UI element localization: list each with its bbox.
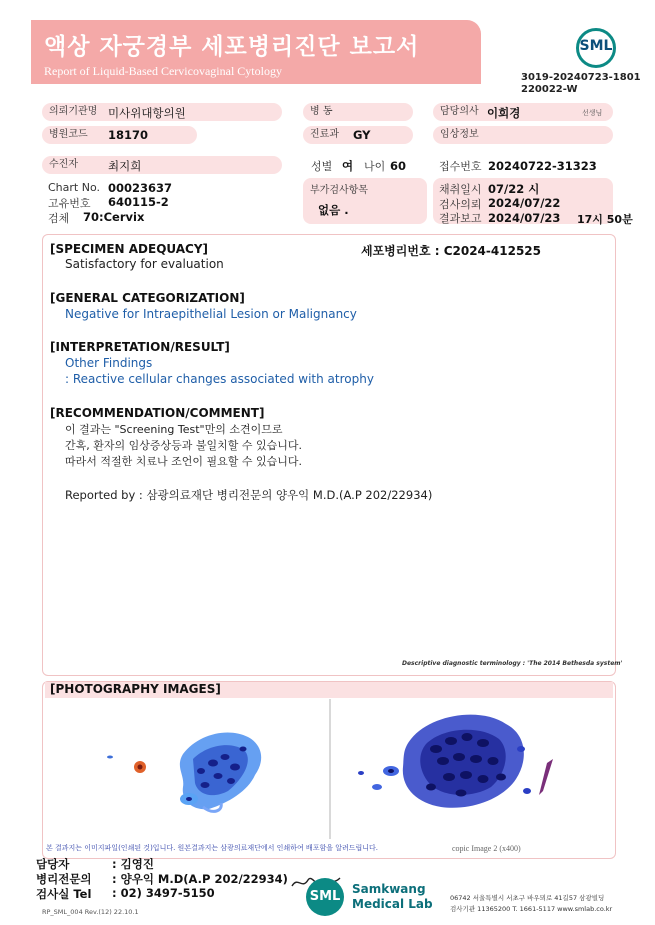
institution-value: 미사위대항의원 <box>108 106 186 120</box>
age-label: 나이 <box>364 160 386 173</box>
request-label: 검사의뢰 <box>439 198 482 211</box>
company-address-1: 06742 서울특별시 서초구 바우뫼로 41길57 삼광빌딩 <box>450 894 605 902</box>
ward-label: 병 동 <box>303 103 413 121</box>
company-name-line-2: Medical Lab <box>352 897 433 911</box>
specimen-value: 70:Cervix <box>83 210 145 224</box>
company-address-2: 검사기관 11365200 T. 1661-5117 www.smlab.co.kr <box>450 905 613 913</box>
unique-no-label: 고유번호 <box>48 197 91 210</box>
doctor-label: 담당의사 <box>433 103 613 121</box>
image-notice: 본 결과지는 이미지파일(인쇄된 것)입니다. 원본결과지는 삼광의료재단에서 인쇄하여 배포함을 알려드립니다. <box>46 844 379 852</box>
result-value: 2024/07/23 <box>488 211 561 225</box>
manager-label: 담당자 <box>36 857 70 871</box>
age-value: 60 <box>390 159 407 173</box>
specimen-adequacy-value: Satisfactory for evaluation <box>65 257 224 271</box>
sex-value: 여 <box>342 159 354 173</box>
manager-value: : 김영진 <box>112 857 154 871</box>
hospital-code-label: 병원코드 <box>42 126 197 144</box>
sml-logo-text: SML <box>579 38 613 54</box>
microscopic-image-1 <box>43 699 328 839</box>
recommendation-title: [RECOMMENDATION/COMMENT] <box>50 406 265 420</box>
form-code: RP_SML_004 Rev.(12) 22.10.1 <box>42 908 139 916</box>
interpretation-line-1: Other Findings <box>65 356 153 370</box>
interpretation-line-2: : Reactive cellular changes associated with atrophy <box>65 372 374 386</box>
recommendation-line-3: 따라서 적절한 치료나 조언이 필요할 수 있습니다. <box>65 455 302 468</box>
patient-label: 수진자 <box>42 156 282 174</box>
microscopic-image-2 <box>331 699 613 839</box>
result-label: 결과보고 <box>439 212 482 225</box>
doctor-suffix: 선생님 <box>582 109 603 117</box>
additional-test-value: 없음 . <box>318 203 349 217</box>
hospital-code-value: 18170 <box>108 128 149 142</box>
general-categorization-title: [GENERAL CATEGORIZATION] <box>50 291 245 305</box>
department-label: 진료과 <box>303 126 413 144</box>
institution-label: 의뢰기관명 <box>42 103 282 121</box>
interpretation-title: [INTERPRETATION/RESULT] <box>50 340 230 354</box>
reported-by: Reported by : 삼광의료재단 병리전문의 양우익 M.D.(A.P 202/22934) <box>65 488 433 502</box>
chart-no-label: Chart No. <box>48 181 100 194</box>
pathologist-label: 병리전문의 <box>36 872 92 886</box>
clinical-info-label: 임상정보 <box>433 126 613 144</box>
receipt-value: 20240722-31323 <box>488 159 597 173</box>
collection-value: 07/22 시 <box>488 182 540 196</box>
cytopathology-number: 세포병리번호 : C2024-412525 <box>361 244 541 258</box>
doctor-value: 이희경 <box>487 106 521 120</box>
report-code-2: 220022-W <box>521 84 578 95</box>
report-subtitle: Report of Liquid-Based Cervicovaginal Cytology <box>44 64 282 78</box>
lab-tel-value: : 02) 3497-5150 <box>112 886 215 900</box>
receipt-label: 접수번호 <box>439 160 482 173</box>
samkwang-logo-text: SML <box>309 889 341 904</box>
department-value: GY <box>353 128 371 142</box>
request-value: 2024/07/22 <box>488 196 561 210</box>
specimen-adequacy-title: [SPECIMEN ADEQUACY] <box>50 242 209 256</box>
report-title: 액상 자궁경부 세포병리진단 보고서 <box>44 34 420 60</box>
general-categorization-value: Negative for Intraepithelial Lesion or Malignancy <box>65 307 357 321</box>
chart-no-value: 00023637 <box>108 181 173 195</box>
additional-test-label: 부가검사항목 <box>310 185 368 196</box>
result-time: 17시 50분 <box>577 213 633 226</box>
unique-no-value: 640115-2 <box>108 195 169 209</box>
pathologist-value: : 양우익 M.D(A.P 202/22934) <box>112 872 288 886</box>
photography-title: [PHOTOGRAPHY IMAGES] <box>50 682 221 696</box>
report-code-1: 3019-20240723-1801 <box>521 72 641 83</box>
terminology-note: Descriptive diagnostic terminology : 'The 2014 Bethesda system' <box>402 660 623 667</box>
recommendation-line-1: 이 결과는 "Screening Test"만의 소견이므로 <box>65 423 283 436</box>
image-caption-2: copic Image 2 (x400) <box>452 844 521 853</box>
collection-label: 채취일시 <box>439 183 482 196</box>
recommendation-line-2: 간혹, 환자의 임상증상등과 불일치할 수 있습니다. <box>65 439 302 452</box>
patient-value: 최지희 <box>108 159 142 173</box>
specimen-label: 검체 <box>48 212 70 225</box>
sex-label: 성별 <box>311 160 333 173</box>
company-name-line-1: Samkwang <box>352 882 426 896</box>
lab-tel-label: 검사실 Tel <box>36 887 92 901</box>
